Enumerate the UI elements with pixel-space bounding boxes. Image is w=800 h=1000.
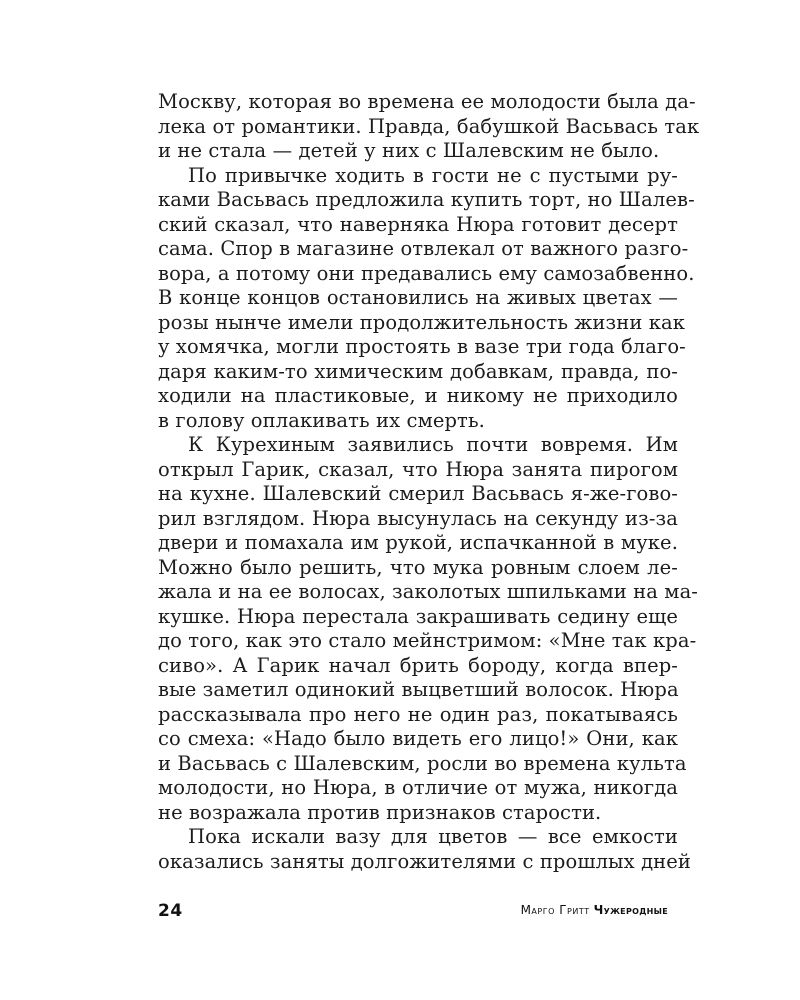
text-line: и не стала — детей у них с Шалевским не было. bbox=[158, 139, 660, 162]
text-line: По привычке ходить в гости не с пустыми ру- bbox=[188, 163, 678, 187]
text-line: кушке. Нюра перестала закрашивать седину еще bbox=[158, 604, 678, 628]
book-title: Чужеродные bbox=[593, 903, 668, 917]
text-line: лека от романтики. Правда, бабушкой Васьвась так bbox=[158, 114, 700, 138]
text-line: К Курехиным заявились почти вовремя. Им bbox=[188, 433, 678, 456]
text-line: рассказывала про него не один раз, покатываясь bbox=[158, 702, 678, 726]
text-line: вые заметил одинокий выцветший волосок. Нюра bbox=[158, 678, 679, 701]
text-line: ходили на пластиковые, и никому не приходило bbox=[158, 384, 678, 407]
running-head bbox=[521, 903, 668, 917]
text-line: В конце концов остановились на живых цветах — bbox=[158, 286, 678, 309]
text-line: Можно было решить, что мука ровным слоем ле- bbox=[158, 555, 678, 579]
page-footer bbox=[158, 901, 668, 923]
page-number: 24 bbox=[158, 901, 183, 921]
text-line: до того, как это стало мейнстримом: «Мне так кра- bbox=[158, 629, 697, 652]
text-line: сиво». А Гарик начал брить бороду, когда впер- bbox=[158, 653, 678, 677]
text-line: вора, а потому они предавались ему самозабвенно. bbox=[158, 261, 695, 285]
text-line: и Васьвась с Шалевским, росли во времена культа bbox=[158, 751, 687, 775]
text-line: молодости, но Нюра, в отличие от мужа, никогда bbox=[158, 776, 678, 799]
text-line: открыл Гарик, сказал, что Нюра занята пирогом bbox=[158, 457, 678, 481]
text-line: ками Васьвась предложила купить торт, но Шалев- bbox=[158, 188, 695, 211]
text-line: оказались заняты долгожителями с прошлых дней bbox=[158, 849, 692, 873]
text-line: даря каким-то химическим добавкам, правда, по- bbox=[158, 359, 678, 383]
text-line: рил взглядом. Нюра высунулась на секунду из-за bbox=[158, 506, 678, 530]
text-line: Москву, которая во времена ее молодости была да- bbox=[158, 90, 696, 113]
author-name: Марго Гритт bbox=[520, 903, 590, 917]
text-line: ский сказал, что наверняка Нюра готовит десерт bbox=[158, 212, 678, 236]
body-text bbox=[158, 90, 700, 874]
text-line: двери и помахала им рукой, испачканной в муке. bbox=[158, 531, 678, 554]
text-line: в голову оплакивать их смерть. bbox=[158, 408, 485, 432]
text-line: на кухне. Шалевский смерил Васьвась я-же-гово- bbox=[158, 482, 678, 505]
text-line: не возражала против признаков старости. bbox=[158, 800, 602, 824]
text-line: розы нынче имели продолжительность жизни как bbox=[158, 310, 686, 334]
text-line: у хомячка, могли простоять в вазе три года благо- bbox=[158, 335, 686, 358]
text-line: со смеха: «Надо было видеть его лицо!» Они, как bbox=[158, 727, 678, 750]
text-line: сама. Спор в магазине отвлекал от важного разго- bbox=[158, 237, 689, 260]
text-line: жала и на ее волосах, заколотых шпильками на ма- bbox=[158, 580, 698, 603]
text-line: Пока искали вазу для цветов — все емкости bbox=[188, 825, 678, 848]
